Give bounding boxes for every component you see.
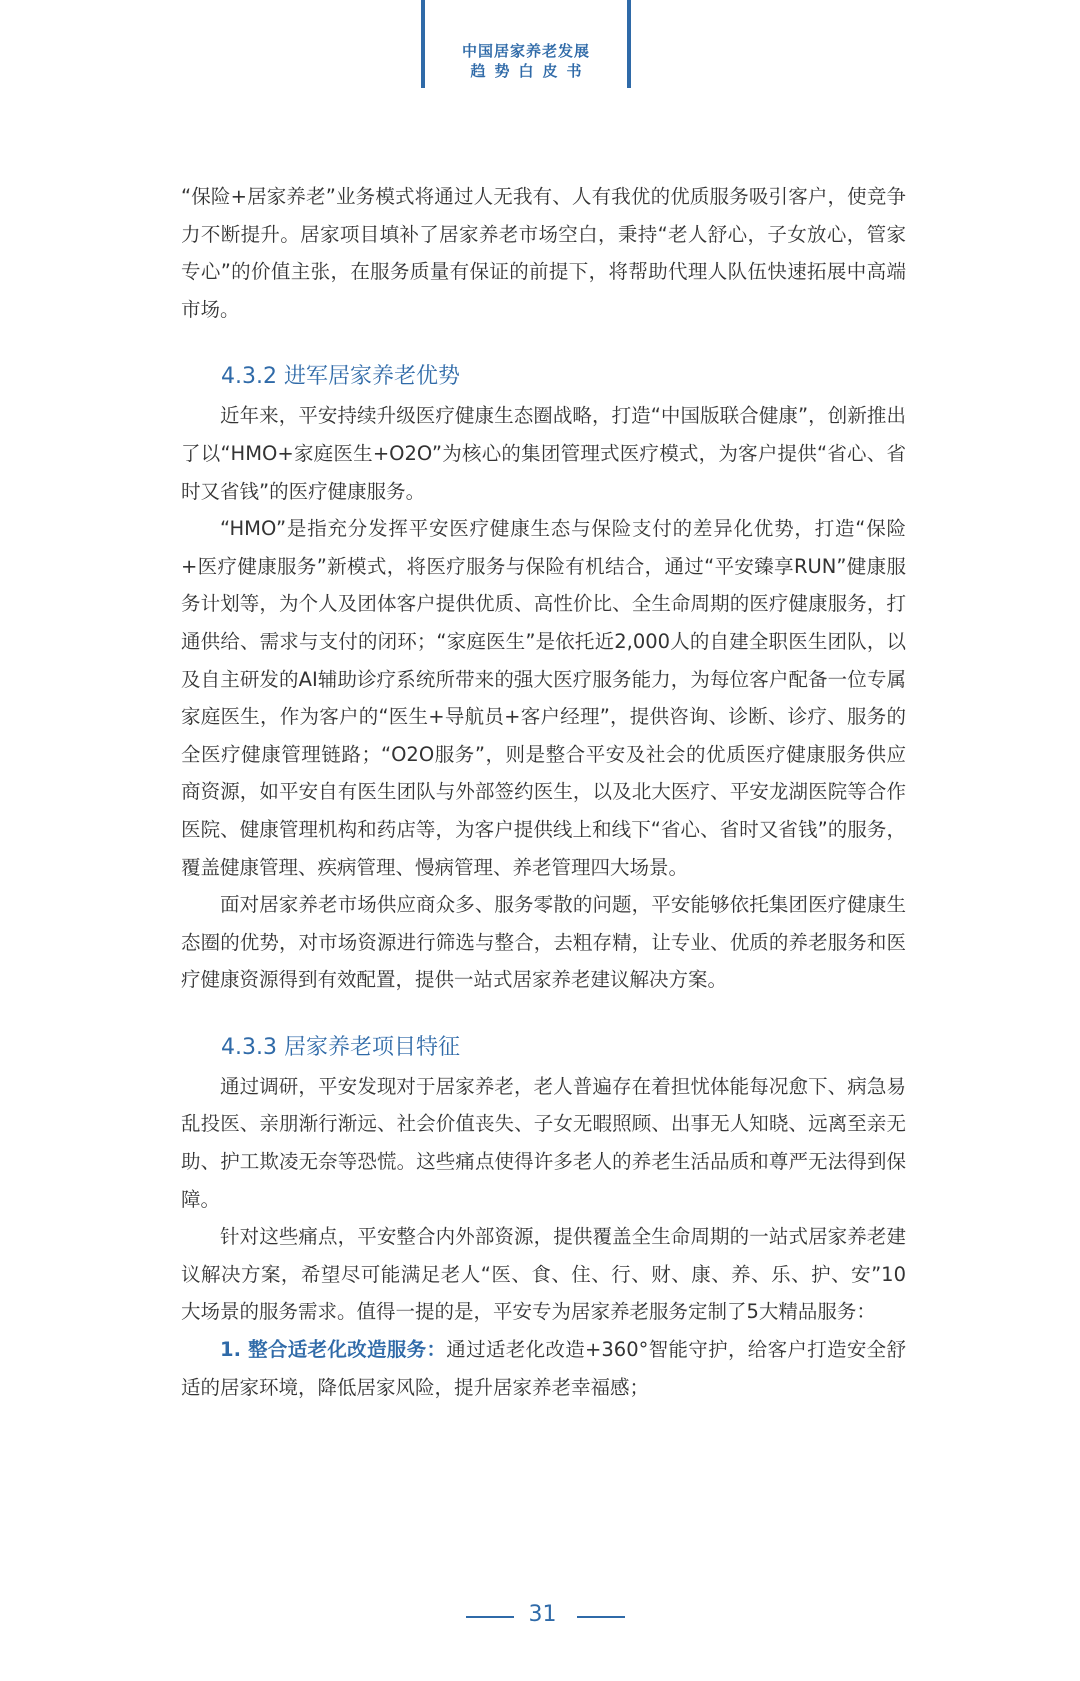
page-number: 31: [528, 1602, 557, 1627]
section-432-paragraph-1: 近年来，平安持续升级医疗健康生态圈战略，打造“中国版联合健康”，创新推出了以“HMO+家庭医生+O2O”为核心的集团管理式医疗模式，为客户提供“省心、省时又省钱”的医疗健康服务。: [181, 404, 906, 503]
service-item-1-text: 通过适老化改造+360°智能守护，给客户打造安全舒适的居家环境，降低居家风险，提升居家养老幸福感；: [181, 1338, 907, 1399]
service-item-1-title: 1. 整合适老化改造服务：: [220, 1338, 447, 1362]
section-433-paragraph-1: 通过调研，平安发现对于居家养老，老人普遍存在着担忧体能每况愈下、病急易乱投医、亲朋渐行渐远、社会价值丧失、子女无暇照顾、出事无人知晓、远离至亲无助、护工欺凌无奈等恐慌。这些痛点使得许多老人的养老生活品质和尊严无法得到保障。: [181, 1074, 906, 1211]
footer-left-rule: [466, 1616, 514, 1618]
page-footer: [0, 1602, 1080, 1632]
intro-paragraph: “保险+居家养老”业务模式将通过人无我有、人有我优的优质服务吸引客户，使竞争力不断提升。居家项目填补了居家养老市场空白，秉持“老人舒心，子女放心，管家专心”的价值主张，在服务质量有保证的前提下，将帮助代理人队伍快速拓展中高端市场。: [181, 185, 906, 321]
running-header: [421, 0, 631, 88]
footer-right-rule: [577, 1616, 625, 1618]
section-heading-4-3-3: 4.3.3 居家养老项目特征: [221, 1034, 460, 1060]
section-432-paragraph-2: “HMO”是指充分发挥平安医疗健康生态与保险支付的差异化优势，打造“保险+医疗健康服务”新模式，将医疗服务与保险有机结合，通过“平安臻享RUN”健康服务计划等，为个人及团体客户提供优质、高性价比、全生命周期的医疗健康服务，打通供给、需求与支付的闭环；“家庭医生”是依托近2,000人的自建全职医生团队，以及自主研发的AI辅助诊疗系统所带来的强大医疗服务能力，为每位客户配备一位专属家庭医生，作为客户的“医生+导航员+客户经理”，提供咨询、诊断、诊疗、服务的全医疗健康管理链路；“O2O服务”，则是整合平安及社会的优质医疗健康服务供应商资源，如平安自有医生团队与外部签约医生，以及北大医疗、平安龙湖医院等合作医院、健康管理机构和药店等，为客户提供线上和线下“省心、省时又省钱”的服务，覆盖健康管理、疾病管理、慢病管理、养老管理四大场景。: [181, 517, 906, 879]
section-heading-4-3-2: 4.3.2 进军居家养老优势: [221, 364, 460, 390]
page-body: [181, 178, 906, 1406]
section-432-paragraph-3: 面对居家养老市场供应商众多、服务零散的问题，平安能够依托集团医疗健康生态圈的优势，对市场资源进行筛选与整合，去粗存精，让专业、优质的养老服务和医疗健康资源得到有效配置，提供一站式居家养老建议解决方案。: [181, 893, 906, 992]
header-title-line1: 中国居家养老发展: [461, 42, 590, 60]
section-433-paragraph-2: 针对这些痛点，平安整合内外部资源，提供覆盖全生命周期的一站式居家养老建议解决方案，希望尽可能满足老人“医、食、住、行、财、康、养、乐、护、安”10大场景的服务需求。值得一提的是，平安专为居家养老服务定制了5大精品服务：: [181, 1225, 906, 1324]
service-item-1: [181, 1331, 906, 1406]
header-title-line2: 趋势白皮书: [470, 62, 591, 80]
